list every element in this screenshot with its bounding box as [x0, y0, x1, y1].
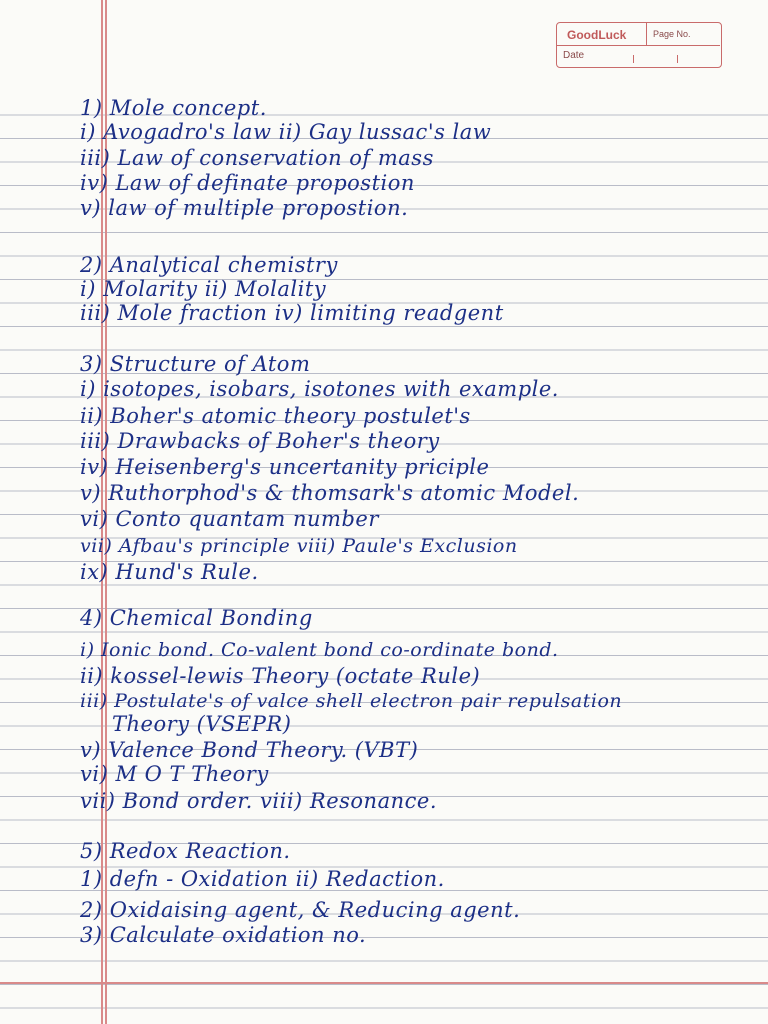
note-line: iii) Law of conservation of mass	[80, 146, 434, 170]
header-divider-horizontal	[557, 45, 720, 46]
header-divider-vertical	[646, 23, 647, 45]
brand-logo: GoodLuck	[567, 28, 627, 42]
note-line: v) law of multiple propostion.	[80, 196, 409, 220]
page-number-label: Page No.	[653, 29, 691, 39]
note-line: vii) Afbau's principle viii) Paule's Exclusion	[80, 535, 518, 557]
note-line: 2) Analytical chemistry	[80, 253, 338, 277]
date-label: Date	[563, 50, 585, 61]
note-line: ii) Boher's atomic theory postulet's	[80, 404, 471, 428]
note-line: vii) Bond order. viii) Resonance.	[80, 789, 437, 813]
note-line: iv) Law of definate propostion	[80, 171, 415, 195]
note-line: v) Ruthorphod's & thomsark's atomic Model.	[80, 481, 580, 505]
note-line: i) Avogadro's law ii) Gay lussac's law	[80, 120, 492, 144]
page-header-box	[556, 22, 722, 68]
date-tick	[677, 55, 678, 63]
bottom-rule	[0, 982, 768, 984]
note-line: 5) Redox Reaction.	[80, 839, 291, 863]
note-line: vi) Conto quantam number	[80, 507, 379, 531]
note-line: 1) Mole concept.	[80, 96, 267, 120]
note-line: iii) Drawbacks of Boher's theory	[80, 429, 440, 453]
note-line: 3) Calculate oxidation no.	[80, 923, 367, 947]
note-line: v) Valence Bond Theory. (VBT)	[80, 738, 419, 762]
note-line: iv) Heisenberg's uncertanity priciple	[80, 455, 490, 479]
note-line: ix) Hund's Rule.	[80, 560, 259, 584]
note-line: iii) Mole fraction iv) limiting readgent	[80, 301, 504, 325]
note-line: ii) kossel-lewis Theory (octate Rule)	[80, 664, 481, 688]
note-line: 2) Oxidaising agent, & Reducing agent.	[80, 898, 521, 922]
note-line: i) Molarity ii) Molality	[80, 277, 327, 301]
note-line: vi) M O T Theory	[80, 762, 269, 786]
note-line: 3) Structure of Atom	[80, 352, 311, 376]
date-tick	[633, 55, 634, 63]
note-line: Theory (VSEPR)	[112, 712, 292, 736]
note-line: iii) Postulate's of valce shell electron pair repulsation	[80, 690, 623, 712]
note-line: i) Ionic bond. Co-valent bond co-ordinate bond.	[80, 639, 559, 661]
note-line: 4) Chemical Bonding	[80, 606, 313, 630]
note-line: i) isotopes, isobars, isotones with example.	[80, 377, 559, 401]
note-line: 1) defn - Oxidation ii) Redaction.	[80, 867, 445, 891]
